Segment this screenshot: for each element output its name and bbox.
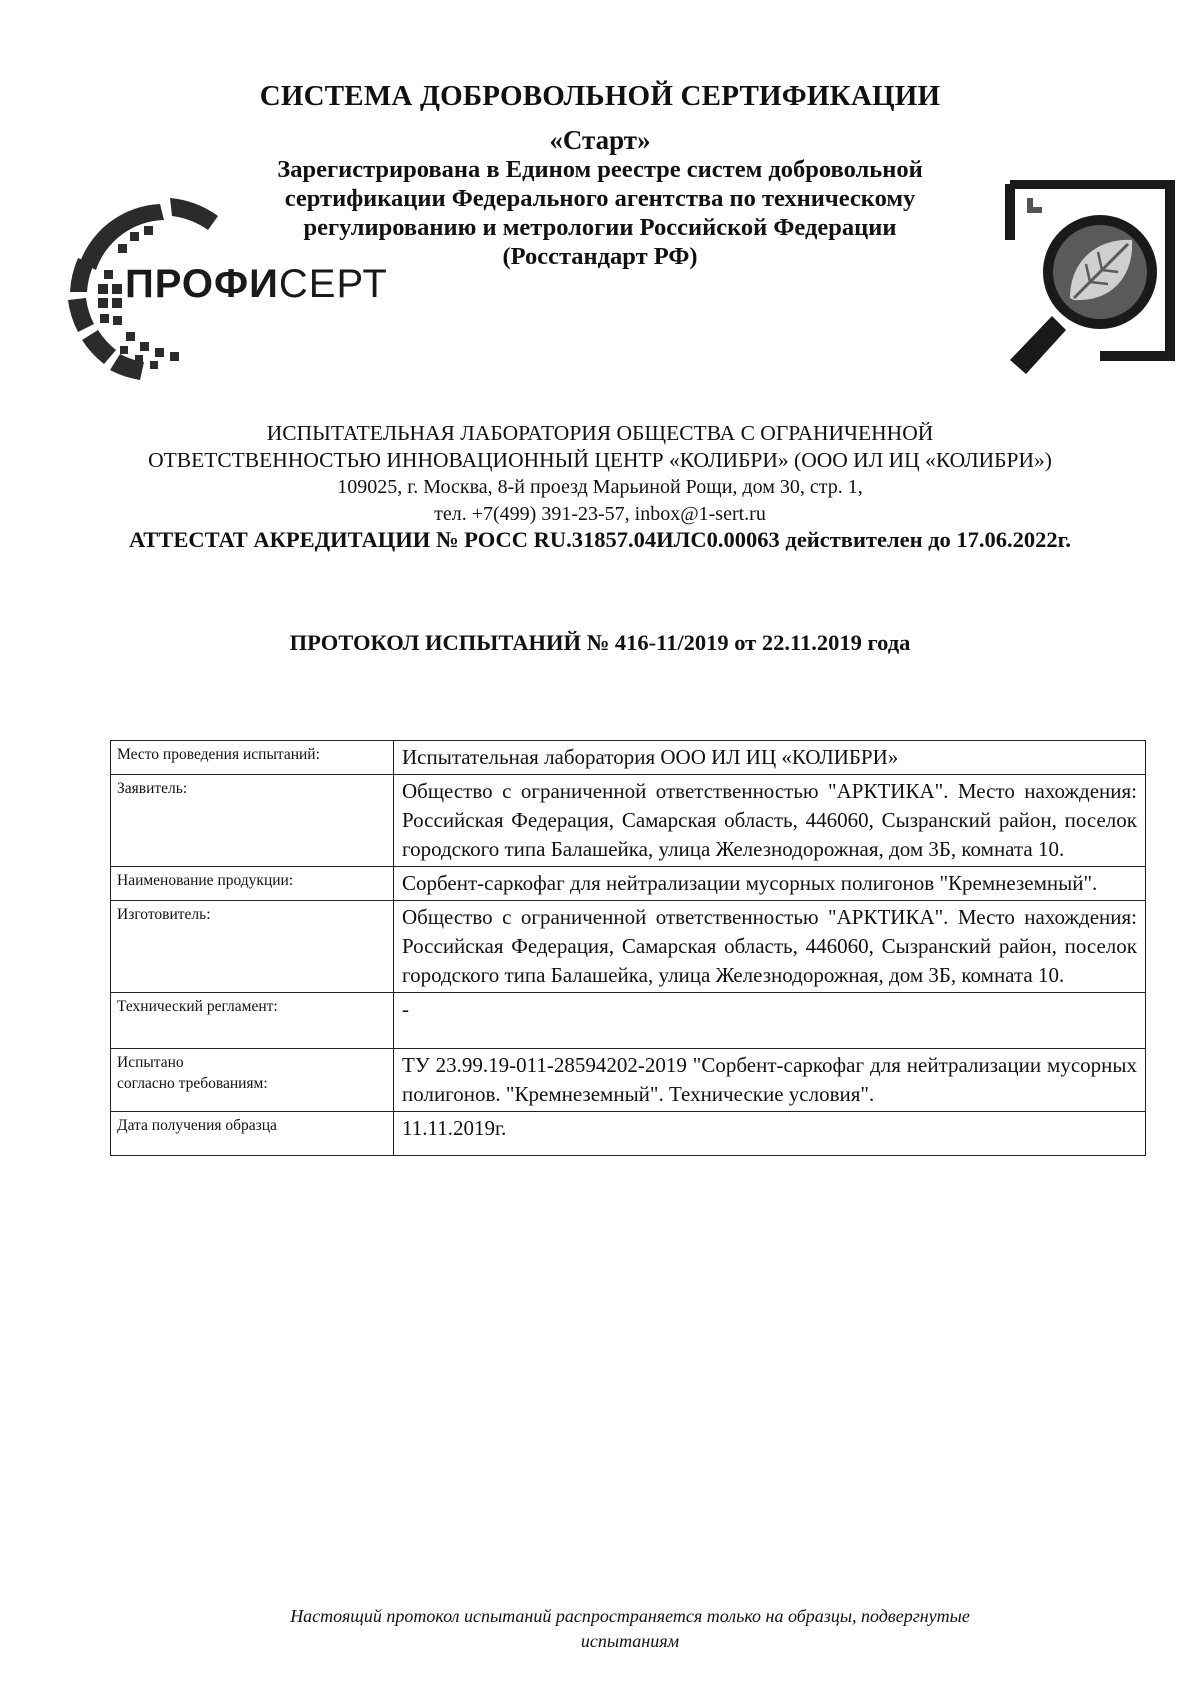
row-label [111, 1049, 394, 1112]
profisert-logo-text [125, 262, 388, 307]
footer-line: испытаниям [580, 1631, 680, 1651]
certification-system-name: «Старт» [549, 125, 651, 155]
protocol-title: ПРОТОКОЛ ИСПЫТАНИЙ № 416-11/2019 от 22.11.2019 года [289, 630, 911, 655]
laboratory-name-line1: ИСПЫТАТЕЛЬНАЯ ЛАБОРАТОРИЯ ОБЩЕСТВА С ОГРАНИЧЕННОЙ [266, 421, 934, 445]
table-row [111, 993, 1146, 1049]
row-value: 11.11.2019г. [394, 1112, 1146, 1156]
logo-text-light: СЕРТ [278, 262, 388, 306]
row-value: ТУ 23.99.19-011-28594202-2019 "Сорбент-саркофаг для нейтрализации мусорных полигонов. "Кремнеземный". Технические условия". [394, 1049, 1146, 1112]
row-label-line: Испытано [117, 1054, 184, 1071]
table-row [111, 1049, 1146, 1112]
registration-line: сертификации Федерального агентства по техническому [284, 185, 916, 212]
laboratory-info [0, 420, 1200, 528]
row-value: Общество с ограниченной ответственностью "АРКТИКА". Место нахождения: Российская Федерация, Самарская область, 446060, Сызранский район, поселок городского типа Балашейка, улица Железнодорожная, дом 3Б, комната 10. [394, 901, 1146, 993]
row-label: Наименование продукции: [111, 867, 394, 901]
footer-note [0, 1604, 1200, 1654]
table-row [111, 901, 1146, 993]
row-label: Дата получения образца [111, 1112, 394, 1156]
accreditation-certificate: АТТЕСТАТ АКРЕДИТАЦИИ № РОСС RU.31857.04ИЛС0.00063 действителен до 17.06.2022г. [129, 527, 1071, 552]
row-value: - [394, 993, 1146, 1049]
table-row [111, 867, 1146, 901]
row-label: Заявитель: [111, 775, 394, 867]
leaf-magnifier-logo [990, 180, 1180, 380]
certification-system-title: СИСТЕМА ДОБРОВОЛЬНОЙ СЕРТИФИКАЦИИ [259, 80, 941, 112]
row-label: Место проведения испытаний: [111, 741, 394, 775]
table-row [111, 1112, 1146, 1156]
logo-text-bold: ПРОФИ [125, 262, 279, 306]
row-value: Общество с ограниченной ответственностью "АРКТИКА". Место нахождения: Российская Федерация, Самарская область, 446060, Сызранский район, поселок городского типа Балашейка, улица Железнодорожная, дом 3Б, комната 10. [394, 775, 1146, 867]
row-label: Изготовитель: [111, 901, 394, 993]
registration-line: (Росстандарт РФ) [502, 243, 698, 270]
row-value: Сорбент-саркофаг для нейтрализации мусорных полигонов "Кремнеземный". [394, 867, 1146, 901]
row-value: Испытательная лаборатория ООО ИЛ ИЦ «КОЛИБРИ» [394, 741, 1146, 775]
laboratory-name-line2: ОТВЕТСТВЕННОСТЬЮ ИННОВАЦИОННЫЙ ЦЕНТР «КОЛИБРИ» (ООО ИЛ ИЦ «КОЛИБРИ») [148, 448, 1052, 472]
footer-line: Настоящий протокол испытаний распространяется только на образцы, подвергнутые [290, 1606, 970, 1626]
registration-line: регулированию и метрологии Российской Федерации [303, 214, 897, 241]
row-label-line: согласно требованиям: [117, 1075, 268, 1092]
table-row [111, 741, 1146, 775]
laboratory-address: 109025, г. Москва, 8-й проезд Марьиной Рощи, дом 30, стр. 1, [337, 476, 863, 498]
registration-line: Зарегистрирована в Едином реестре систем добровольной [277, 156, 923, 183]
row-label: Технический регламент: [111, 993, 394, 1049]
protocol-info-table [110, 740, 1146, 1156]
laboratory-contacts: тел. +7(499) 391-23-57, inbox@1-sert.ru [434, 503, 766, 525]
table-row [111, 775, 1146, 867]
